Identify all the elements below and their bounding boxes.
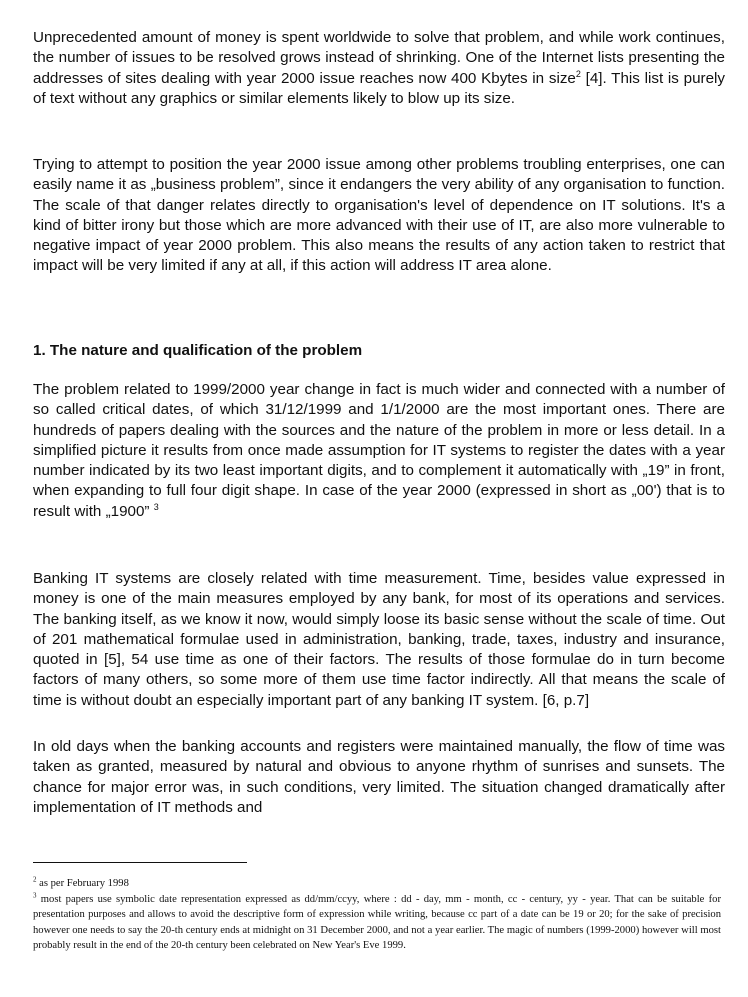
footnote-ref-3[interactable]: 3: [153, 501, 159, 512]
paragraph-3: [33, 380, 725, 522]
footnote-mark-3: 3: [33, 891, 37, 900]
footnote-ref-2[interactable]: 2: [575, 68, 581, 79]
section-heading: 1. The nature and qualification of the problem: [33, 342, 363, 359]
footnote-2: [33, 876, 721, 892]
paragraph-3-text: The problem related to 1999/2000 year change in fact is much wider and connected with a number of so called critical dates, of which 31/12/1999 and 1/1/2000 are the most important ones. There are hundreds of papers dealing with the sources and the nature of the problem in more or less detail. In a simplified picture it results from once made assumption for IT systems to register the dates with a year number indicated by its two least important digits, and to complement it automatically with „19” in front, when expanding to full four digit shape. In case of the year 2000 (expressed in short as „00') that is to result with „1900”: [33, 381, 725, 520]
paragraph-2: Trying to attempt to position the year 2000 issue among other problems troubling enterprises, one can easily name it as „business problem”, since it endangers the very ability of any organisation to function. The scale of that danger relates directly to organisation's level of dependence on IT solutions. It's a kind of bitter irony but those which are more advanced with their use of IT, are also more vulnerable to negative impact of year 2000 problem. This also means the results of any action taken to restrict that impact will be very limited if any at all, if this action will address IT area alone.: [33, 156, 725, 275]
paragraph-4: Banking IT systems are closely related with time measurement. Time, besides value expressed in money is one of the main measures employed by any bank, for most of its operations and services. The banking itself, as we know it now, would simply loose its basic sense without the scale of time. Out of 201 mathematical formulae used in administration, banking, trade, taxes, industry and insurance, quoted in [5], 54 use time as one of their factors. The results of those formulae do in turn become factors of many others, so some more of them use time factor indirectly. All that means the scale of time is without doubt an especially important part of any banking IT system. [6, p.7]: [33, 570, 725, 709]
paragraph-5: In old days when the banking accounts and registers were maintained manually, the flow of time was taken as granted, measured by natural and obvious to anyone rhythm of sunrises and sunsets. The chance for major error was, in such conditions, very limited. The situation changed dramatically after implementation of IT methods and: [33, 738, 725, 816]
footnotes: [33, 876, 721, 954]
paragraph-1-text-a: Unprecedented amount of money is spent worldwide to solve that problem, and while work continues, the number of issues to be resolved grows instead of shrinking. One of the Internet lists presenting the addresses of sites dealing with year 2000 issue reaches now 400 Kbytes in size: [33, 29, 725, 87]
footnote-3: [33, 892, 721, 954]
footnote-divider: [33, 862, 247, 863]
footnote-3-text: most papers use symbolic date representation expressed as dd/mm/ccyy, where : dd - day, mm - month, cc - century, yy - year. That can be suitable for presentation purposes and allows to avoid the descriptive form of expression while writing, because cc part of a date can be 19 or 20; for the sake of precision however one needs to say the 20-th century ends at midnight on 31 December 2000, and not a year earlier. The magic of numbers (1999-2000) however will most probably result in the end of the 20-th century been celebrated on New Year's Eve 1999.: [33, 893, 721, 952]
paragraph-1-text-b: [4]. This list is purely of text without any graphics or similar elements likely to blow up its size.: [33, 69, 725, 107]
paragraph-1: [33, 28, 725, 109]
footnote-mark-2: 2: [33, 875, 37, 884]
footnote-2-text: as per February 1998: [36, 878, 129, 889]
